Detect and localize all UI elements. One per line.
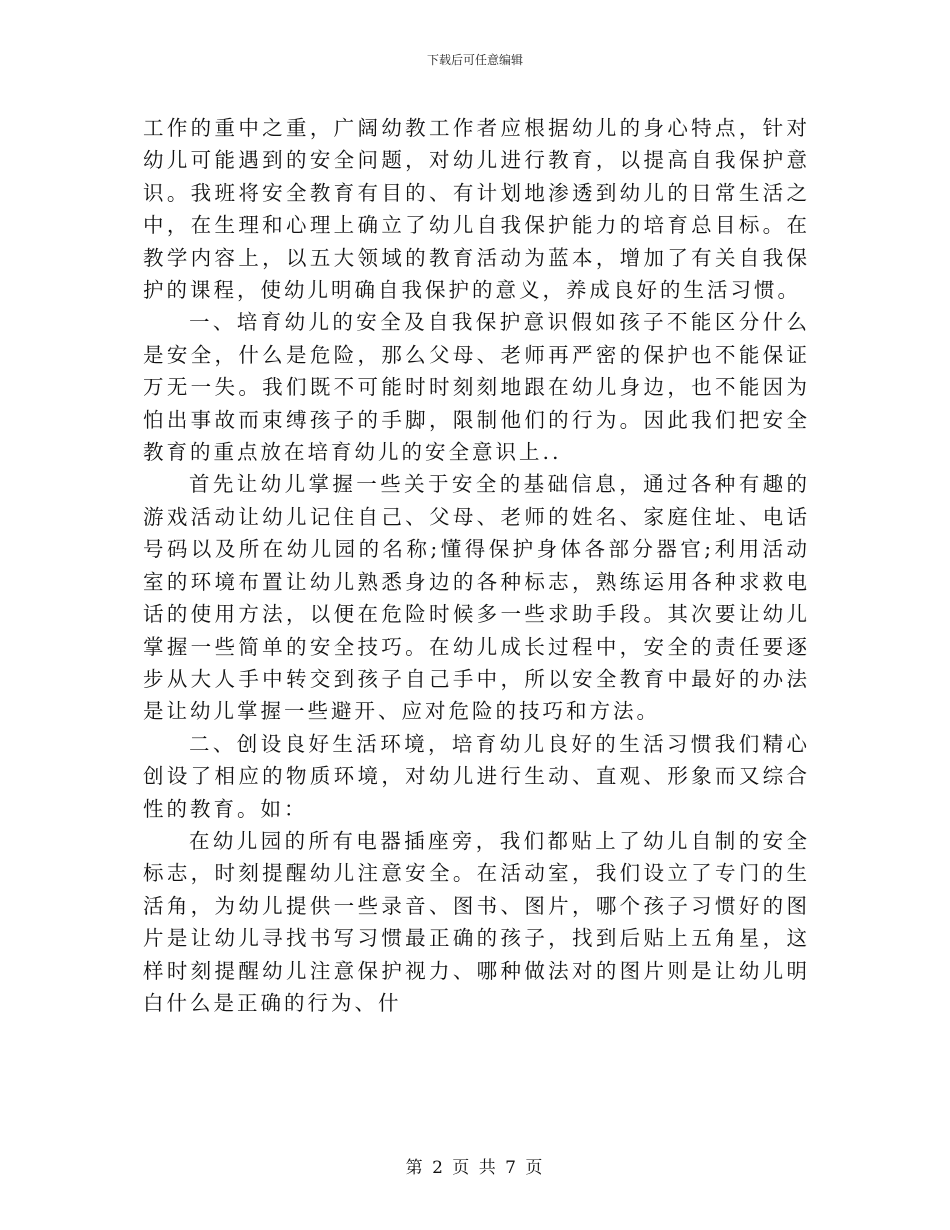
document-body bbox=[143, 112, 810, 1019]
paragraph-environment: 在幼儿园的所有电器插座旁，我们都贴上了幼儿自制的安全标志，时刻提醒幼儿注意安全。在活动室，我们设立了专门的生活角，为幼儿提供一些录音、图书、图片，哪个孩子习惯好的图片是让幼儿寻找书写习惯最正确的孩子，找到后贴上五角星，这样时刻提醒幼儿注意保护视力、哪种做法对的图片则是让幼儿明白什么是正确的行为、什 bbox=[143, 828, 810, 1015]
paragraph-continuation: 工作的重中之重，广阔幼教工作者应根据幼儿的身心特点，针对幼儿可能遇到的安全问题，对幼儿进行教育，以提高自我保护意识。我班将安全教育有目的、有计划地渗透到幼儿的日常生活之中，在生理和心理上确立了幼儿自我保护能力的培育总目标。在教学内容上，以五大领域的教育活动为蓝本，增加了有关自我保护的课程，使幼儿明确自我保护的意义，养成良好的生活习惯。 bbox=[143, 116, 810, 303]
paragraph-basic-info: 首先让幼儿掌握一些关于安全的基础信息，通过各种有趣的游戏活动让幼儿记住自己、父母、老师的姓名、家庭住址、电话号码以及所在幼儿园的名称;懂得保护身体各部分器官;利用活动室的环境布置让幼儿熟悉身边的各种标志，熟练运用各种求救电话的使用方法，以便在危险时候多一些求助手段。其次要让幼儿掌握一些简单的安全技巧。在幼儿成长过程中，安全的责任要逐步从大人手中转交到孩子自己手中，所以安全教育中最好的办法是让幼儿掌握一些避开、应对危险的技巧和方法。 bbox=[143, 472, 810, 724]
page-header-note: 下载后可任意编辑 bbox=[426, 53, 523, 67]
paragraph-section-one: 一、培育幼儿的安全及自我保护意识假如孩子不能区分什么是安全，什么是危险，那么父母、老师再严密的保护也不能保证万无一失。我们既不可能时时刻刻地跟在幼儿身边，也不能因为怕出事故而束缚孩子的手脚，限制他们的行为。因此我们把安全教育的重点放在培育幼儿的安全意识上.. bbox=[143, 310, 810, 465]
paragraph-section-two: 二、创设良好生活环境，培育幼儿良好的生活习惯我们精心创设了相应的物质环境，对幼儿进行生动、直观、形象而又综合性的教育。如： bbox=[143, 731, 810, 821]
page-number-footer: 第 2 页 共 7 页 bbox=[405, 1158, 545, 1178]
